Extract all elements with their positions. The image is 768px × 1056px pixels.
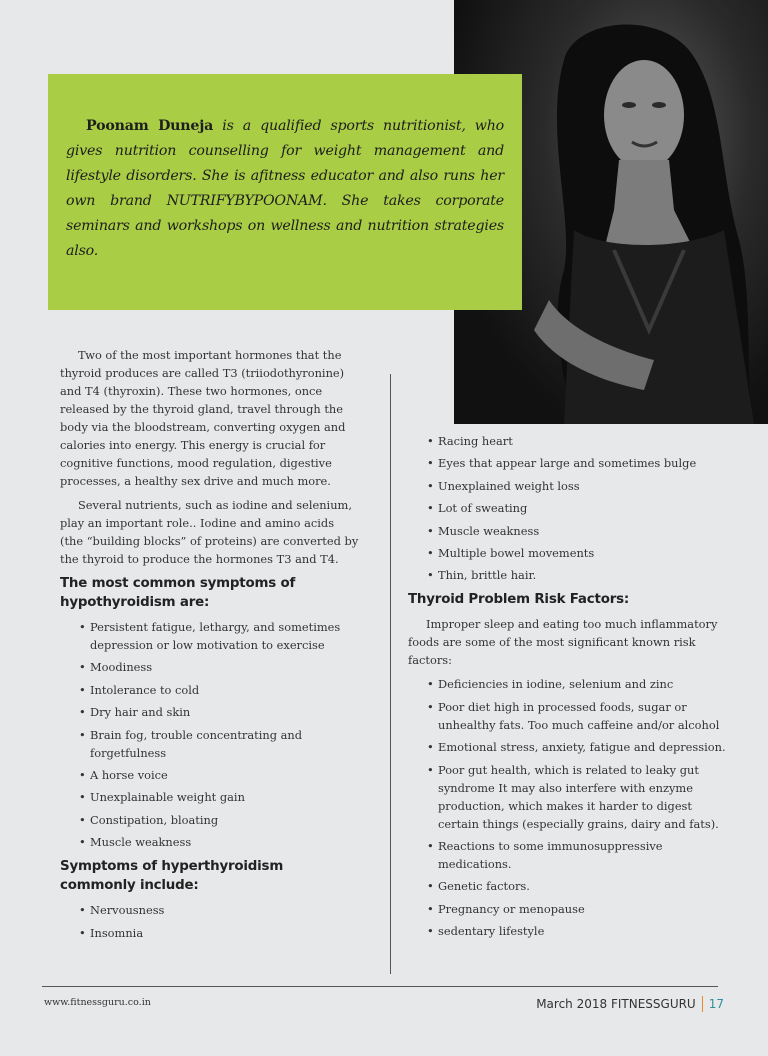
list-item: • Racing heart [408, 432, 728, 450]
list-item: • Intolerance to cold [60, 681, 360, 699]
footer-issue-info [536, 996, 724, 1012]
risk-factors-list [408, 675, 728, 940]
list-item: • Unexplained weight loss [408, 477, 728, 495]
page-number: 17 [708, 997, 724, 1011]
footer-website: www.fitnessguru.co.in [44, 997, 151, 1008]
author-name: Poonam Duneja [86, 118, 214, 134]
risk-factors-heading: Thyroid Problem Risk Factors: [408, 592, 630, 608]
hyperthyroidism-list-continued [408, 432, 728, 584]
list-item: • Deficiencies in iodine, selenium and zinc [408, 675, 728, 693]
list-item: • Brain fog, trouble concentrating and forgetfulness [60, 726, 360, 762]
list-item: • Persistent fatigue, lethargy, and sometimes depression or low motivation to exercise [60, 618, 360, 654]
list-item: • Poor diet high in processed foods, sugar or unhealthy fats. Too much caffeine and/or alcohol [408, 698, 728, 734]
hyperthyroidism-heading: Symptoms of hyperthyroidism commonly include: [60, 859, 284, 894]
list-item: • Multiple bowel movements [408, 544, 728, 562]
list-item: • Reactions to some immunosuppressive medications. [408, 837, 728, 873]
footer-rule [42, 986, 718, 987]
right-column [408, 432, 728, 944]
list-item: • Unexplainable weight gain [60, 788, 360, 806]
list-item: • Pregnancy or menopause [408, 900, 728, 918]
list-item: • Thin, brittle hair. [408, 566, 728, 584]
nutrients-paragraph: Several nutrients, such as iodine and selenium, play an important role.. Iodine and amino acids (the “building blocks” of proteins) are converted by the thyroid to produce the hormones T3 and T4. [60, 498, 359, 566]
list-item: • Constipation, bloating [60, 811, 360, 829]
author-bio-box [48, 74, 522, 310]
footer-separator [702, 996, 703, 1012]
list-item: • Nervousness [60, 901, 360, 919]
list-item: • A horse voice [60, 766, 360, 784]
list-item: • Poor gut health, which is related to leaky gut syndrome It may also interfere with enzyme production, which makes it harder to digest certain things (especially grains, dairy and fats). [408, 761, 728, 833]
intro-paragraph: Two of the most important hormones that the thyroid produces are called T3 (triiodothyronine) and T4 (thyroxin). These two hormones, once released by the thyroid gland, travel through the body via the bloodstream, converting oxygen and calories into energy. This energy is crucial for cognitive functions, mood regulation, digestive processes, a healthy sex drive and much more. [60, 348, 346, 488]
risk-factors-intro: Improper sleep and eating too much inflammatory foods are some of the most significant known risk factors: [408, 617, 718, 668]
column-divider [390, 374, 391, 974]
list-item: • Moodiness [60, 658, 360, 676]
hypothyroidism-list [60, 618, 360, 851]
hyperthyroidism-list [60, 901, 360, 941]
list-item: • Muscle weakness [60, 833, 360, 851]
list-item: • Insomnia [60, 924, 360, 942]
list-item: • Genetic factors. [408, 877, 728, 895]
list-item: • Lot of sweating [408, 499, 728, 517]
left-column [60, 346, 360, 946]
hypothyroidism-heading: The most common symptoms of hypothyroidism are: [60, 576, 296, 610]
list-item: • sedentary lifestyle [408, 922, 728, 940]
author-bio [66, 114, 504, 264]
list-item: • Emotional stress, anxiety, fatigue and depression. [408, 738, 728, 756]
author-bio-text: is a qualified sports nutritionist, who gives nutrition counselling for weight management and lifestyle disorders. She is afitness educator and also runs her own brand NUTRIFYBYPOONAM. She takes corporate seminars and workshops on wellness and nutrition strategies also. [66, 118, 504, 259]
list-item: • Dry hair and skin [60, 703, 360, 721]
footer-issue: March 2018 FITNESSGURU [536, 997, 696, 1011]
list-item: • Muscle weakness [408, 522, 728, 540]
list-item: • Eyes that appear large and sometimes bulge [408, 454, 728, 472]
